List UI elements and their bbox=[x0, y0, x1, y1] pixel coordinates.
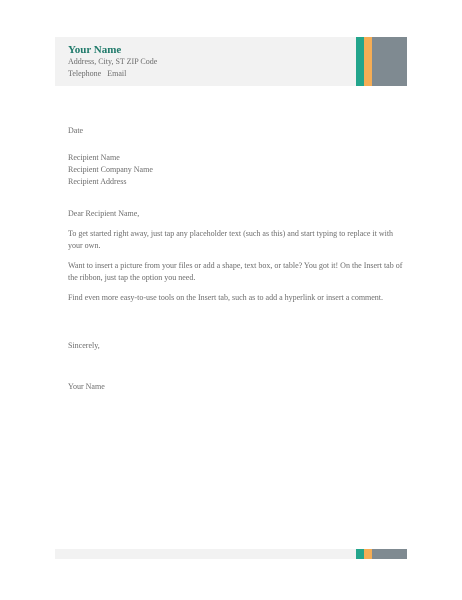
sender-contact bbox=[68, 69, 126, 78]
letterhead bbox=[55, 37, 407, 86]
sender-address[interactable]: Address, City, ST ZIP Code bbox=[68, 57, 158, 66]
signature-name[interactable]: Your Name bbox=[68, 382, 105, 391]
closing[interactable]: Sincerely, bbox=[68, 341, 100, 350]
letter-date[interactable]: Date bbox=[68, 126, 84, 135]
body-paragraph[interactable]: Find even more easy-to-use tools on the Insert tab, such as to add a hyperlink or insert a comment. bbox=[68, 293, 384, 302]
recipient-company[interactable]: Recipient Company Name bbox=[68, 165, 153, 174]
salutation[interactable]: Dear Recipient Name, bbox=[68, 209, 140, 218]
recipient-block bbox=[68, 152, 398, 188]
footer-accent-orange bbox=[364, 549, 372, 559]
body-paragraph[interactable]: Want to insert a picture from your files or add a shape, text box, or table? You got it! On the Insert tab of the ribbon, just tap the option you need. bbox=[68, 261, 403, 282]
recipient-name[interactable]: Recipient Name bbox=[68, 153, 120, 162]
sender-telephone[interactable]: Telephone bbox=[68, 69, 102, 78]
accent-bar-slate bbox=[372, 37, 407, 86]
sender-email[interactable]: Email bbox=[107, 69, 127, 78]
body-paragraph[interactable]: To get started right away, just tap any placeholder text (such as this) and start typing to replace it with your own. bbox=[68, 229, 394, 250]
footer-band bbox=[55, 549, 407, 559]
recipient-address[interactable]: Recipient Address bbox=[68, 177, 127, 186]
sender-name[interactable]: Your Name bbox=[68, 44, 122, 56]
footer-accent-slate bbox=[372, 549, 407, 559]
footer-accent-teal bbox=[356, 549, 364, 559]
accent-bar-orange bbox=[364, 37, 372, 86]
accent-bar-teal bbox=[356, 37, 364, 86]
